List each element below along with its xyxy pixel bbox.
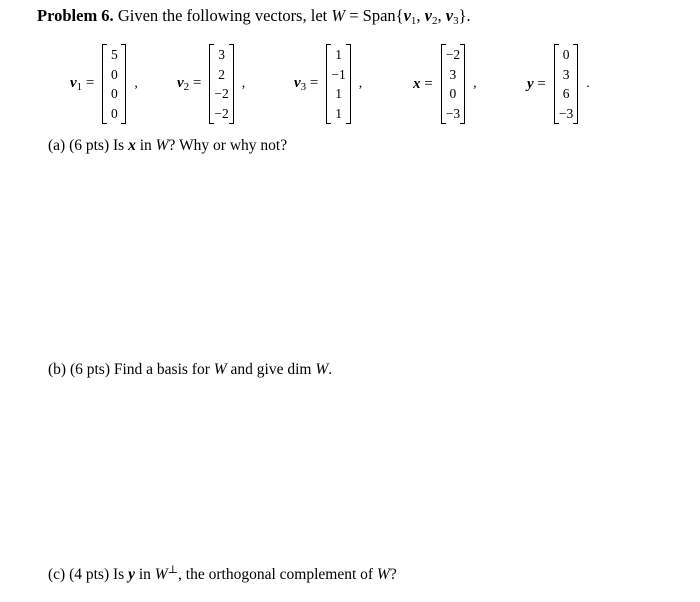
- matrix-entry: −1: [331, 66, 346, 82]
- matrix-entry: 0: [562, 47, 570, 62]
- equals-sign: =: [349, 6, 359, 25]
- separator: ,: [358, 76, 363, 91]
- vector-v2: [177, 42, 245, 126]
- matrix-entry: 3: [218, 47, 225, 62]
- matrix-entry: −3: [558, 105, 574, 121]
- matrix-entry: 5: [111, 47, 118, 62]
- question-c: (c) (4 pts) Is y in W⊥, the orthogonal complement of W?: [48, 564, 397, 584]
- column-matrix: [441, 44, 465, 124]
- span-open: Span{: [362, 6, 404, 25]
- matrix-entry: 0: [449, 86, 457, 102]
- matrix-entry: 0: [111, 66, 118, 82]
- separator: .: [586, 76, 590, 91]
- matrix-entry: −2: [214, 86, 229, 102]
- span-close: }.: [458, 6, 471, 25]
- column-matrix: [326, 44, 350, 124]
- matrix-entry: −2: [445, 47, 461, 62]
- question-b: (b) (6 pts) Find a basis for W and give dim W.: [48, 361, 333, 378]
- vector-v3: [294, 42, 362, 126]
- vector-x: [413, 42, 477, 126]
- matrix-entry: 2: [218, 66, 225, 82]
- matrix-entry: 1: [335, 47, 342, 62]
- set-symbol: W: [331, 6, 346, 25]
- vector-label: $v_2$ =: [177, 75, 202, 93]
- vector-label: x =: [413, 75, 433, 92]
- column-matrix: [102, 44, 126, 124]
- separator: ,: [241, 76, 246, 91]
- question-a: (a) (6 pts) Is x in W? Why or why not?: [48, 137, 288, 154]
- matrix-entry: 6: [562, 86, 570, 102]
- vector-y: [527, 42, 590, 126]
- problem-label: Problem 6.: [37, 6, 114, 25]
- matrix-entry: 1: [335, 105, 342, 121]
- intro-text: Given the following vectors, let: [117, 6, 328, 25]
- vector-definitions: [0, 42, 700, 126]
- vector-v1: [70, 42, 138, 126]
- matrix-entry: 1: [335, 86, 342, 102]
- problem-header: Problem 6. Given the following vectors, let $W = Span\{v_1$, $v_2$, $v_3$}.: [37, 6, 471, 27]
- span-v1: $v_1$: [403, 6, 417, 27]
- vector-label: $v_3$ =: [294, 75, 319, 93]
- vector-label: $v_1$ =: [70, 75, 95, 93]
- matrix-entry: 3: [449, 66, 457, 82]
- separator: ,: [134, 76, 138, 91]
- span-v2: $v_2$: [424, 6, 438, 27]
- matrix-entry: 0: [111, 86, 118, 102]
- column-matrix: [554, 44, 578, 124]
- matrix-entry: 0: [111, 105, 118, 121]
- column-matrix: [209, 44, 233, 124]
- vector-label: y =: [527, 75, 546, 92]
- separator: ,: [473, 76, 477, 91]
- matrix-entry: −2: [214, 105, 229, 121]
- matrix-entry: −3: [445, 105, 461, 121]
- span-v3: $v_3$: [445, 6, 459, 27]
- matrix-entry: 3: [562, 66, 570, 82]
